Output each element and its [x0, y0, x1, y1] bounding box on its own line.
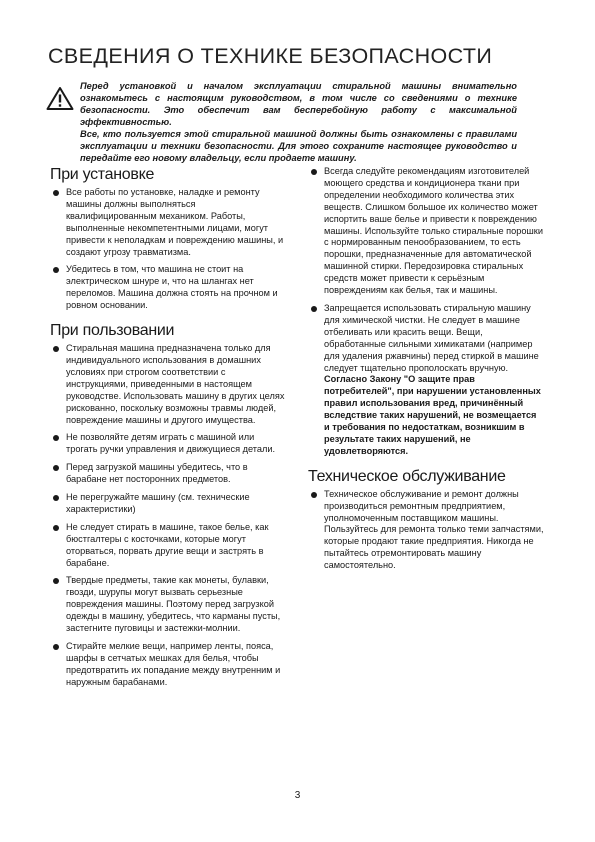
installation-list: [50, 187, 286, 312]
maintenance-text-continued: Пользуйтесь для ремонта только теми запчастями, которые продают такие предприятия. Никогда не пытайтесь отремонтировать машину самостоятельно.: [324, 524, 544, 571]
list-item: [308, 303, 544, 458]
list-item: Всегда следуйте рекомендациям изготовителей моющего средства и кондиционера ткани при определении необходимого количества этих веществ. Слишком большое их количество может испортить ваше белье и привести к повреждению машины. Используйте только стиральные порошки с нормированным пенообразованием, то есть порошки, предназначенные для автоматической машинной стирки. Передозировка стиральных средств может привести к серьёзным повреждениям как белья, так и машины.: [308, 166, 544, 297]
usage-list-continued: [308, 166, 544, 458]
right-column: [308, 166, 544, 578]
intro-paragraph-2: Все, кто пользуется этой стиральной машиной должны быть ознакомлены с правилами эксплуатации и техники безопасности. Для этого сохраните настоящее руководство и передайте его новому владельцу, если продаете машину.: [80, 129, 517, 163]
list-item: Стирайте мелкие вещи, например ленты, пояса, шарфы в сетчатых мешках для белья, чтобы предотвратить их попадание между внутренним и наружным барабанами.: [50, 641, 286, 689]
list-item: Твердые предметы, такие как монеты, булавки, гвозди, шурупы могут вызвать серьезные повреждения машины. Поэтому перед загрузкой одежды в машину, убедитесь, что карманы пусты, застегните пуговицы и застежки-молнии.: [50, 575, 286, 635]
consumer-law-notice: Согласно Закону "О защите прав потребителей", при нарушении установленных правил использования вред, причинённый вследствие таких нарушений, не возмещается и требования по недостаткам, возникшим в результате таких нарушений, не удовлетворяются.: [324, 374, 541, 456]
list-item: Все работы по установке, наладке и ремонту машины должны выполняться квалифицированным механиком. Работы, выполненные некомпетентными лицами, могут привести к неполадкам и повреждению машины, и создают угрозу травматизма.: [50, 187, 286, 258]
usage-list: [50, 343, 286, 689]
intro-warning-text: [80, 80, 517, 164]
maintenance-text: Техническое обслуживание и ремонт должны производиться ремонтным предприятием, уполномоченным поставщиком машины.: [324, 488, 519, 523]
list-item: Стиральная машина предназначена только для индивидуального использования в домашних условиях при строгом соответствии с инструкциями, приведенными в настоящем руководстве. Использовать машину в других целях рискованно, поскольку возможны травмы людей, повреждение машины и другого имущества.: [50, 343, 286, 426]
list-item: Перед загрузкой машины убедитесь, что в барабане нет посторонних предметов.: [50, 462, 286, 486]
page-title: СВЕДЕНИЯ О ТЕХНИКЕ БЕЗОПАСНОСТИ: [48, 44, 493, 68]
list-item: [308, 489, 544, 572]
list-item: Не перегружайте машину (см. технические характеристики): [50, 492, 286, 516]
section-heading-installation: При установке: [50, 166, 155, 183]
intro-paragraph-1: Перед установкой и началом эксплуатации стиральной машины внимательно ознакомьтесь с настоящим руководством, в том числе со сведениями о технике безопасности. Это обеспечит вам бесперебойную работу с максимальной эффективностью.: [80, 81, 517, 127]
left-column: [50, 166, 286, 695]
list-item: Не позволяйте детям играть с машиной или трогать ручки управления и движущиеся детали.: [50, 432, 286, 456]
chemical-cleaning-text: Запрещается использовать стиральную машину для химической чистки. Не следует в машине отбеливать или красить вещи. Вещи, обработанные сильными химикатами (например для удаления ржавчины) перед стиркой в машине следует тщательно прополоскать вручную.: [324, 302, 539, 373]
list-item: Убедитесь в том, что машина не стоит на электрическом шнуре и, что на шлангах нет переломов. Машина должна стоять на прочном и ровном основании.: [50, 264, 286, 312]
warning-triangle-icon: [46, 86, 74, 111]
list-item: Не следует стирать в машине, такое белье, как бюстгалтеры с косточками, которые могут оторваться, порвать другие вещи и застрять в барабане.: [50, 522, 286, 570]
section-heading-usage: При пользовании: [50, 322, 175, 340]
section-heading-maintenance: Техническое обслуживание: [308, 467, 506, 485]
page-number: 3: [294, 790, 301, 801]
maintenance-list: [308, 489, 544, 572]
